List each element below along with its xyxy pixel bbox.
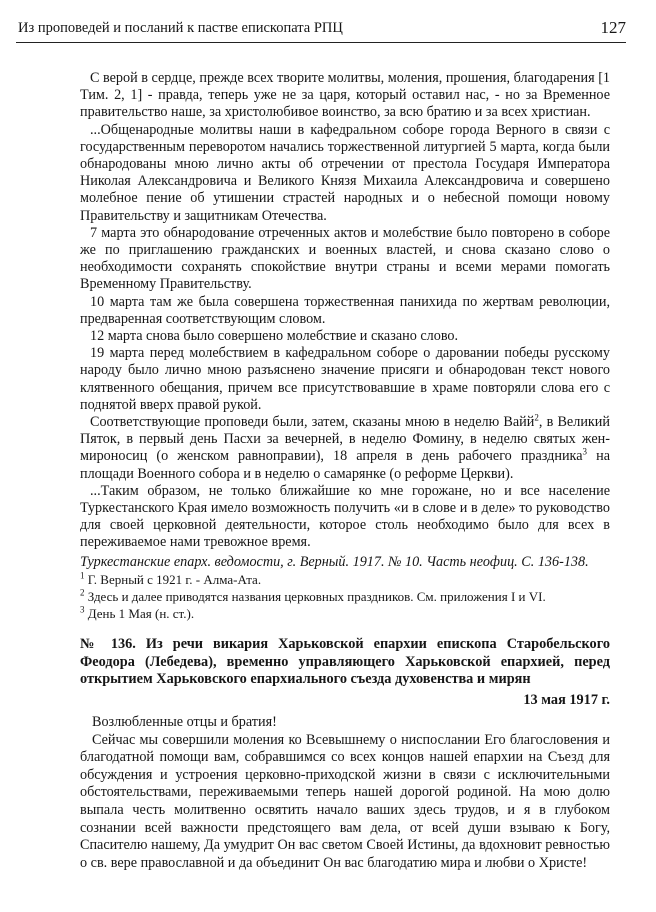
sermons-text-2: , в Великий Пяток, в первый день Пасхи за вечерней, в неделю Фомину, в неделю святых жен-мироносиц (о женском равноправии), 18 апреля в день рабочего праздника	[80, 414, 610, 465]
footnote-mark: 2	[80, 587, 85, 598]
footnote	[80, 605, 610, 622]
paragraph: 10 марта там же была совершена торжественная панихида по жертвам революции, предваренная соответствующим словом.	[80, 293, 610, 327]
paragraph: ...Общенародные молитвы наши в кафедральном соборе города Верного в связи с государственным переворотом начались торжественной литургией 5 марта, когда были обнародованы мною лично акты об отречении от престола Государя Императора Николая Александровича и Великого Князя Михаила Александровича и совершено молебное пение об утишении страстей народных и о небесной помощи новому Правительству и защитникам Отечества.	[80, 121, 610, 224]
source-citation: Туркестанские епарх. ведомости, г. Верный. 1917. № 10. Часть неофиц. С. 136-138.	[80, 553, 589, 570]
paragraph-conclusion: ...Таким образом, не только ближайшие ко мне горожане, но и все население Туркестанского Края имело возможность получить «и в слове и в деле» то руководство для своей церковной деятельности, которое столь необходимо было для всех в переживаемое нами тревожное время.	[80, 482, 610, 551]
body-text	[80, 70, 610, 622]
footnote-text: День 1 Мая (н. ст.).	[84, 605, 195, 621]
running-header	[16, 16, 626, 43]
speech-paragraph: Сейчас мы совершили моления ко Всевышнему о ниспослании Его благословения и благодатной помощи вам, собравшимся со всех концов нашей епархии на Съезд для обсуждения и устроения церковно-приходской жизни в связи с исключительными обстоятельствами, переживаемыми теперь нашей дорогой родиной. На мою долю выпала честь молитвенно освятить начало ваших здесь трудов, и я в глубоком сознании всей важности предстоящего вам дела, от всей души взываю к Богу, Спасителю нашему, Да умудрит Он вас светом Своей Истины, да вдохновит ревностью о св. вере православной и да объединит Он вас благодатию мира и любви о Христе!	[80, 731, 610, 871]
sermons-text-3: на площади Военного собора и в неделю о самарянке (о реформе Церкви).	[80, 448, 610, 482]
sermons-text-1: Соответствующие проповеди были, затем, сказаны мною в неделю Вайй	[90, 414, 535, 431]
footnote	[80, 571, 610, 588]
paragraph: 7 марта это обнародование отреченных актов и молебствие было повторено в соборе же по приглашению гражданских и военных властей, и снова сказано слово о необходимости сохранять спокойствие внутри страны и всеми мерами помогать Временному Правительству.	[80, 224, 610, 293]
document-date: 13 мая 1917 г.	[523, 692, 610, 708]
footnote-mark: 1	[80, 570, 85, 581]
footnote-text: Г. Верный с 1921 г. - Алма-Ата.	[84, 571, 262, 587]
footnote-mark: 3	[80, 604, 85, 615]
footnote-text: Здесь и далее приводятся названия церковных праздников. См. приложения I и VI.	[84, 588, 546, 604]
footnote	[80, 588, 610, 605]
footnote-ref: 3	[582, 446, 588, 457]
running-title: Из проповедей и посланий к пастве епископата РПЦ	[18, 20, 343, 36]
document-heading: № 136. Из речи викария Харьковской епархии епископа Старобельского Феодора (Лебедева), временно управляющего Харьковской епархией, перед открытием Харьковского епархиального съезда духовенства и мирян	[80, 636, 610, 687]
speech-greeting: Возлюбленные отцы и братия!	[92, 714, 277, 730]
speech-text	[80, 714, 610, 872]
paragraph: 19 марта перед молебствием в кафедральном соборе о даровании победы русскому народу было лично мною разъяснено значение присяги и обнародован текст нового клятвенного обещания, причем все присутствовавшие в храме повторяли слова его с поднятой вверх правой рукой.	[80, 345, 610, 413]
footnote-ref: 2	[534, 412, 539, 423]
page-number: 127	[600, 18, 626, 37]
paragraph: 12 марта снова было совершено молебствие и сказано слово.	[90, 328, 459, 345]
paragraph: С верой в сердце, прежде всех творите молитвы, моления, прошения, благодарения [1 Тим. 2, 1] - правда, теперь уже не за царя, который оставил нас, - но за Временное правительство наше, за христолюбивое воинство, за всю братию и за всех христиан.	[80, 70, 611, 121]
paragraph-sermons	[80, 414, 610, 483]
